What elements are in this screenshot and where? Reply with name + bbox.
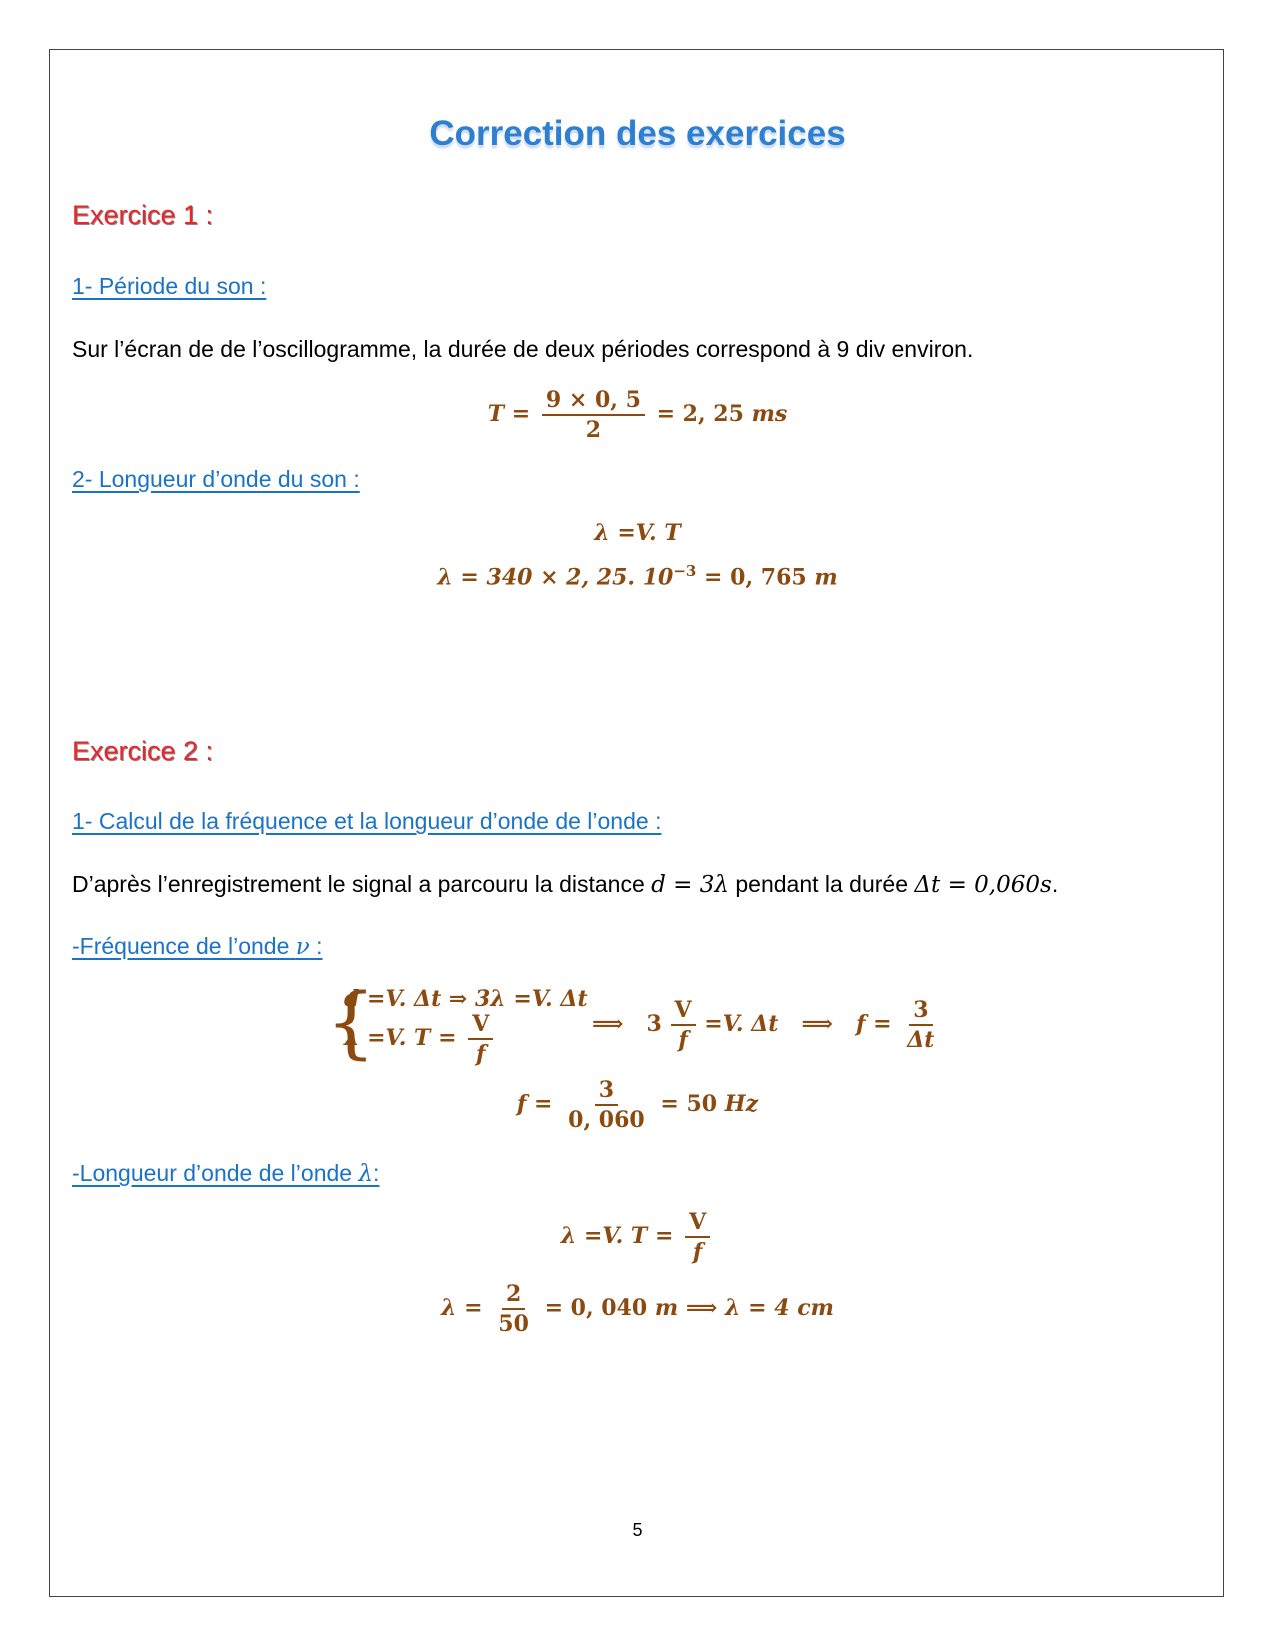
eq-period-unit: ms — [751, 401, 788, 428]
implies-fraction — [671, 998, 696, 1052]
ex2-statement-part-a: D’après l’enregistrement le signal a parcouru la distance — [72, 871, 645, 897]
frequency-formula-lhs: f = — [856, 1011, 892, 1038]
frequency-heading-symbol: ν — [295, 934, 310, 960]
wavelength-calc-implies: ⟹ λ = 4 — [685, 1295, 790, 1322]
ex2-distance-math: d = 3λ — [651, 872, 729, 898]
frequency-calc-numerator: 3 — [595, 1078, 618, 1106]
system-brace: { — [326, 978, 376, 1068]
wavelength-calc-rhs: = 0, 040 — [544, 1295, 648, 1322]
ex2-statement-part-b: pendant la durée — [735, 871, 909, 897]
wavelength-heading — [72, 1160, 379, 1187]
exercise-2-heading: Exercice 2 : — [72, 736, 214, 766]
wavelength-heading-text: -Longueur d’onde de l’onde — [72, 1160, 353, 1186]
frequency-formula-numerator: 3 — [909, 998, 932, 1026]
implies-arrow-2: ⟹ — [801, 1011, 834, 1038]
wavelength-heading-colon: : — [373, 1160, 380, 1186]
implies-coefficient: 3 — [646, 1011, 662, 1038]
eq-lambda-exponent: −3 — [673, 562, 697, 580]
frequency-heading — [72, 933, 323, 960]
wavelength-calc-denominator: 50 — [498, 1311, 529, 1338]
system-line-2-denominator: f — [476, 1041, 486, 1068]
eq-period-numerator: 9 × 0, 5 — [542, 388, 645, 416]
system-line-2-numerator: V — [468, 1012, 493, 1040]
system-line-1: d =V. Δt ⇒ 3λ =V. Δt — [344, 986, 588, 1012]
eq-period-denominator: 2 — [585, 417, 602, 444]
wavelength-calculation — [0, 1282, 1275, 1336]
frequency-calc-rhs: = 50 — [660, 1091, 718, 1118]
implies-numerator: V — [671, 998, 696, 1026]
equation-period — [0, 388, 1275, 442]
page-title: Correction des exercices — [429, 114, 846, 153]
wavelength-formula-numerator: V — [685, 1210, 710, 1238]
frequency-formula-denominator: Δt — [907, 1027, 935, 1054]
frequency-heading-text: -Fréquence de l’onde — [72, 933, 290, 959]
implies-arrow-1: ⟹ — [592, 1011, 624, 1038]
implies-denominator: f — [678, 1027, 688, 1054]
frequency-calc-lhs: f = — [516, 1091, 553, 1118]
wavelength-calc-numerator: 2 — [502, 1282, 525, 1310]
frequency-calculation — [0, 1078, 1275, 1132]
frequency-calc-fraction — [564, 1078, 649, 1132]
wavelength-heading-symbol: λ — [358, 1161, 374, 1187]
frequency-calc-denominator: 0, 060 — [568, 1107, 645, 1134]
wavelength-calc-unit2: cm — [797, 1295, 834, 1322]
ex1-question2-heading: 2- Longueur d’onde du son : — [72, 466, 360, 492]
wavelength-formula-denominator: f — [692, 1239, 703, 1266]
implies-rest: =V. Δt — [704, 1011, 779, 1038]
exercise-1-heading: Exercice 1 : — [72, 200, 214, 230]
wavelength-calc-unit1: m — [654, 1295, 679, 1322]
eq-lambda-main: λ = 340 × 2, 25. 10 — [437, 564, 674, 591]
system-line-2-lhs: λ =V. T = — [344, 1025, 457, 1052]
eq-period-lhs: T = — [487, 401, 531, 428]
ex2-duration-math: Δt = 0,060s — [914, 872, 1052, 898]
equation-lambda-calc — [0, 562, 1275, 590]
ex2-statement-end: . — [1051, 871, 1059, 897]
implication-chain — [592, 998, 942, 1052]
frequency-calc-unit: Hz — [724, 1091, 759, 1118]
eq-lambda-result: = 0, 765 — [704, 564, 807, 591]
system-line-2 — [344, 1012, 497, 1066]
ex1-question1-heading: 1- Période du son : — [72, 273, 267, 299]
ex2-statement — [72, 871, 1058, 898]
frequency-heading-colon: : — [309, 933, 323, 959]
wavelength-calc-fraction — [494, 1282, 533, 1336]
equation-lambda-formula: λ =V. T — [594, 520, 681, 546]
ex2-question1-heading: 1- Calcul de la fréquence et la longueur d’onde de l’onde : — [72, 808, 662, 834]
system-line-2-fraction — [468, 1012, 493, 1066]
wavelength-formula-fraction — [685, 1210, 710, 1264]
eq-period-fraction — [542, 388, 645, 442]
ex1-question1-text: Sur l’écran de de l’oscillogramme, la durée de deux périodes correspond à 9 div environ. — [72, 336, 974, 362]
eq-period-rhs: = 2, 25 — [656, 401, 744, 428]
wavelength-formula — [0, 1210, 1275, 1264]
wavelength-formula-lhs: λ =V. T = — [560, 1223, 674, 1250]
eq-lambda-unit: m — [814, 564, 838, 591]
page-number: 5 — [632, 1520, 643, 1540]
frequency-formula-fraction — [903, 998, 938, 1052]
wavelength-calc-lhs: λ = — [441, 1295, 483, 1322]
